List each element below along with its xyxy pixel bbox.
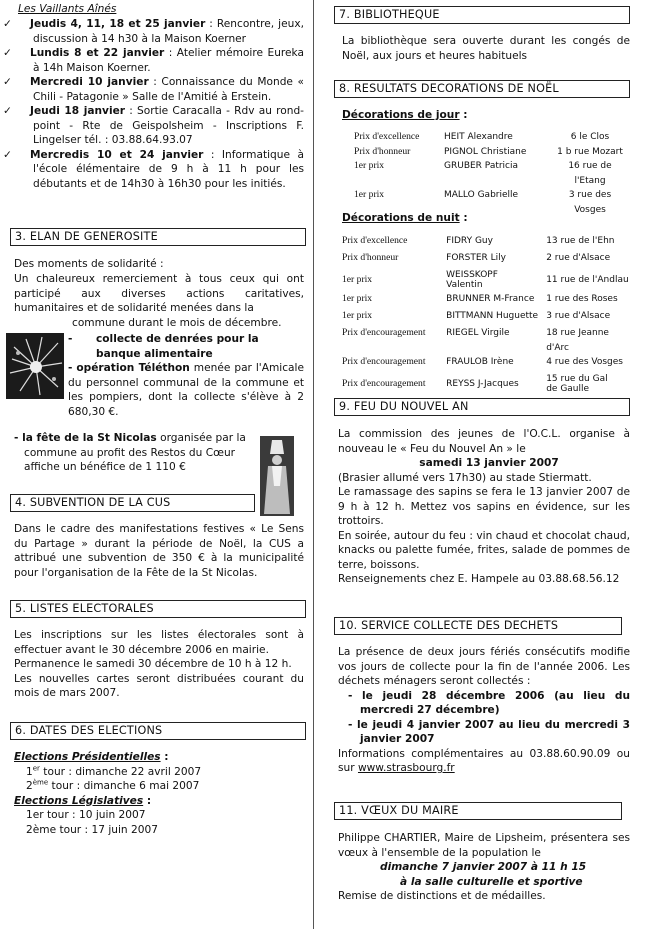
- leg-round-2: 2ème tour : 17 juin 2007: [26, 823, 158, 836]
- list-item: - le jeudi 28 décembre 2006 (au lieu du mercredi 27 décembre): [348, 689, 630, 716]
- table-row: Prix d'honneur PIGNOL Christiane 1 b rue Mozart: [354, 145, 623, 157]
- section-header-11: 11. VŒUX DU MAIRE: [334, 802, 622, 820]
- section-header-9: 9. FEU DU NOUVEL AN: [334, 398, 630, 416]
- s3-para-end: commune durant le mois de décembre.: [72, 317, 282, 329]
- list-item: ✓ Lundis 8 et 22 janvier : Atelier mémoire Eureka à 14h Maison Koerner.: [3, 47, 304, 74]
- section-header-4: 4. SUBVENTION DE LA CUS: [10, 494, 255, 512]
- pres-round-2: 2ème tour : dimanche 6 mai 2007: [26, 778, 200, 792]
- nuit-table: [342, 234, 632, 396]
- section-header-10: 10. SERVICE COLLECTE DES DECHETS: [334, 617, 622, 635]
- jour-table: [354, 130, 628, 217]
- jour-title: Décorations de jour :: [342, 109, 468, 121]
- vaillants-title: Les Vaillants Aînés: [18, 3, 117, 15]
- table-row: Prix d'encouragement REYSS J-Jacques 15 rue du Gal de Gaulle: [342, 374, 608, 394]
- list-item: ✓ Mercredi 10 janvier : Connaissance du Monde « Chili - Patagonie » Salle de l'Amitié à Erstein.: [3, 76, 305, 103]
- section-header-6: 6. DATES DES ELECTIONS: [10, 722, 306, 740]
- list-item: - le jeudi 4 janvier 2007 au lieu du mercredi 3 janvier 2007: [348, 718, 630, 745]
- s5-text: Les inscriptions sur les listes électorales sont à effectuer avant le 30 décembre 2006 en mairie. Permanence le samedi 30 décembre de 10 h à 12 h. Les nouvelles cartes seront distribuées courant du mois de mars 2007.: [14, 629, 304, 699]
- column-divider: [313, 0, 314, 929]
- s7-text: La bibliothèque sera ouverte durant les congés de Noël, aux jours et heures habituels: [342, 35, 630, 62]
- saint-nicolas-icon: [260, 436, 294, 516]
- table-row: Prix d'encouragement FRAULOB Irène 4 rue des Vosges: [342, 356, 623, 367]
- vaillants-list: [3, 17, 305, 191]
- section-header-8: 8. RESULTATS DECORATIONS DE NOËL: [334, 80, 630, 98]
- list-item: ✓ Jeudis 4, 11, 18 et 25 janvier : Rencontre, jeux, discussion à 14 h30 à la Maison Koerner: [3, 18, 304, 45]
- fireworks-icon: [6, 333, 64, 399]
- saint-nicolas-photo: [260, 436, 294, 516]
- table-row: Prix d'excellence FIDRY Guy 13 rue de l'Ehn: [342, 235, 615, 246]
- s3-bullets: [68, 332, 304, 419]
- s3-stnicolas: - la fête de la St Nicolas organisée par la commune au profit des Restos du Cœur affiche un bénéfice de 1 110 €: [14, 432, 246, 473]
- list-item: ✓ Mercredis 10 et 24 janvier : Informatique à l'école élémentaire de 9 h à 11 h pour les débutants et de 14h30 à 16h30 pour les initiés.: [3, 148, 304, 190]
- table-row: Prix d'excellence HEIT Alexandre 6 le Clos: [354, 131, 610, 142]
- table-row: 1er prix WEISSKOPF Valentin 11 rue de l'Andlau: [342, 270, 629, 290]
- list-item: - opération Téléthon menée par l'Amicale du personnel communal de la commune et les pompiers, dont la collecte s'élève à 2 680,30 €.: [68, 362, 305, 418]
- leg-round-1: 1er tour : 10 juin 2007: [26, 809, 146, 821]
- table-row: 1er prix MALLO Gabrielle 3 rue des Vosges: [354, 189, 612, 215]
- table-row: 1er prix GRUBER Patricia 16 rue de l'Etang: [354, 160, 612, 186]
- pres-title: Elections Présidentielles :: [14, 751, 169, 763]
- nuit-title: Décorations de nuit :: [342, 212, 468, 224]
- s9-text: La commission des jeunes de l'O.C.L. organise à nouveau le « Feu du Nouvel An » le samedi 13 janvier 2007 (Brasier allumé vers 17h30) au stade Stiermatt. Le ramassage des sapins se fera le 13 janvier 2007 de 9 h à 12 h. Mettez vos sapins en évidence, sur les trottoirs. En soirée, autour du feu : vin chaud et chocolat chaud, knacks ou palette fumée, frites, salade de pommes de terre, boissons. Renseignements chez E. Hampele au 03.88.68.56.12: [338, 428, 630, 585]
- s6-elections: [14, 750, 304, 837]
- table-row: 1er prix BRUNNER M-France 1 rue des Roses: [342, 293, 618, 304]
- s10-text: La présence de deux jours fériés consécutifs modifie vos jours de collecte pour la fin de l'année 2006. Les déchets ménagers seront collectés : - le jeudi 28 décembre 2006 (au lieu du mercredi 27 décembre) - le jeudi 4 janvier 2007 au lieu du mercredi 3 janvier 2007 Informations complémentaires au 03.88.60.90.09 ou sur www.strasbourg.fr: [338, 646, 630, 774]
- section-header-7: 7. BIBLIOTHEQUE: [334, 6, 630, 24]
- pres-round-1: 1er tour : dimanche 22 avril 2007: [26, 763, 202, 778]
- list-item: ✓ Jeudi 18 janvier : Sortie Caracalla - Rdv au rond-point - Rte de Geispolsheim - Inscriptions F. Lingelser tél. : 03.88.64.93.07: [3, 105, 305, 146]
- s11-text: Philippe CHARTIER, Maire de Lipsheim, présentera ses vœux à l'ensemble de la population le dimanche 7 janvier 2007 à 11 h 15 à la salle culturelle et sportive Remise de distinctions et de médailles.: [338, 832, 630, 902]
- leg-title: Elections Législatives :: [14, 794, 152, 807]
- section-header-5: 5. LISTES ELECTORALES: [10, 600, 306, 618]
- strasbourg-link[interactable]: www.strasbourg.fr: [357, 762, 455, 774]
- s4-text: Dans le cadre des manifestations festives « Le Sens du Partage » durant la période de Noël, la CUS a attribué une subvention de 350 € à la municipalité pour l'organisation de la Fête de la St Nicolas.: [14, 523, 304, 579]
- table-row: Prix d'encouragement RIEGEL Virgile 18 rue Jeanne d'Arc: [342, 327, 609, 353]
- fireworks-photo: [6, 333, 64, 399]
- section-header-3: 3. ELAN DE GENEROSITE: [10, 228, 306, 246]
- table-row: Prix d'honneur FORSTER Lily 2 rue d'Alsace: [342, 252, 611, 263]
- s3-intro: Des moments de solidarité :: [14, 258, 164, 270]
- table-row: 1er prix BITTMANN Huguette 3 rue d'Alsace: [342, 310, 611, 321]
- list-item: - collecte de denrées pour la banque alimentaire: [68, 333, 259, 360]
- s3-para: Un chaleureux remerciement à tous ceux qui ont participé aux diverses actions caritatives, humanitaires et de solidarité menées dans la: [14, 273, 304, 314]
